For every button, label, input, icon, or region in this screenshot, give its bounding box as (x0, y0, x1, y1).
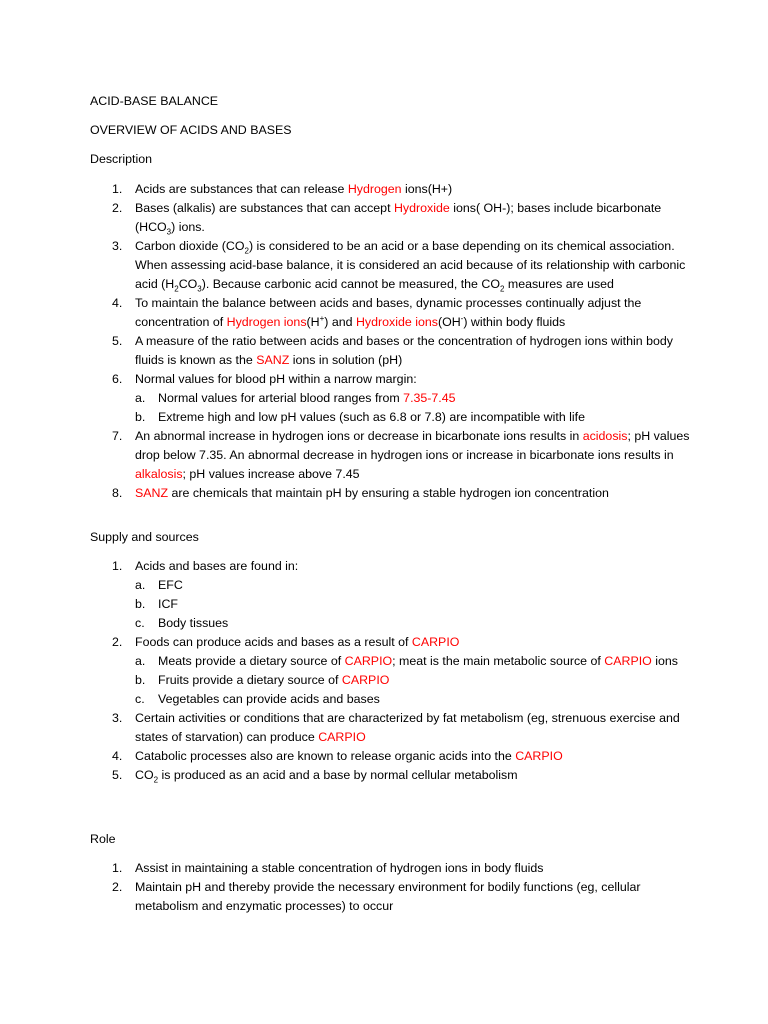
sub-item-letter: b. (135, 597, 146, 611)
sub-list-item (135, 671, 690, 690)
text-run: EFC (158, 578, 183, 592)
highlighted-term: Hydroxide ions (355, 315, 438, 329)
list-item (90, 859, 690, 878)
highlighted-term: SANZ (256, 353, 290, 367)
sub-list-item (135, 652, 690, 671)
chem-script: 2 (174, 284, 179, 294)
item-number: 5. (112, 768, 123, 782)
text-run: Fruits provide a dietary source of (158, 673, 342, 687)
item-number: 2. (112, 635, 123, 649)
sub-list-item (135, 690, 690, 709)
item-number: 7. (112, 429, 123, 443)
list-item (90, 709, 690, 747)
list-item (90, 199, 690, 237)
text-run: Catabolic processes also are known to release organic acids into the (135, 749, 516, 763)
item-text (158, 692, 380, 706)
text-run: Normal values for blood pH within a narrow margin: (135, 372, 417, 386)
sub-list-item (135, 614, 690, 633)
item-text (135, 559, 298, 573)
role-list (90, 859, 690, 916)
text-run: measures are used (504, 277, 614, 291)
text-run: ions (651, 654, 678, 668)
list-item (90, 878, 690, 916)
sub-list-item (135, 595, 690, 614)
text-run: (OH (437, 315, 461, 329)
text-run: ; pH values increase above 7.45 (182, 467, 360, 481)
sub-list-item (135, 408, 690, 427)
document-subtitle: OVERVIEW OF ACIDS AND BASES (90, 123, 292, 137)
chem-script: 2 (499, 284, 505, 294)
text-run: Meats provide a dietary source of (158, 654, 345, 668)
list-item (90, 557, 690, 633)
text-run: Carbon dioxide (CO (135, 239, 245, 253)
text-run: Normal values for arterial blood ranges from (158, 391, 404, 405)
list-item (90, 237, 690, 294)
item-text (135, 486, 609, 500)
item-number: 2. (112, 201, 123, 215)
item-text (135, 372, 417, 386)
list-item (90, 332, 690, 370)
chem-script: + (319, 313, 325, 323)
list-item (90, 370, 690, 427)
text-run: is produced as an acid and a base by normal cellular metabolism (158, 768, 518, 782)
text-run: Maintain pH and thereby provide the necessary environment for bodily functions (eg, cellular metabolism and enzymatic processes) to occur (135, 880, 641, 913)
sub-list (135, 576, 690, 633)
text-run: Acids are substances that can release (135, 182, 348, 196)
text-run: An abnormal increase in hydrogen ions or decrease in bicarbonate ions results in (135, 429, 583, 443)
highlighted-term: 7.35-7.45 (403, 391, 456, 405)
item-text (135, 861, 543, 875)
text-run: Vegetables can provide acids and bases (158, 692, 380, 706)
item-text (135, 711, 680, 744)
item-text (135, 768, 518, 785)
item-number: 3. (112, 711, 123, 725)
item-text (158, 673, 389, 687)
list-item (90, 180, 690, 199)
text-run: Bases (alkalis) are substances that can accept (135, 201, 394, 215)
chem-script: 3 (197, 284, 202, 294)
sub-item-letter: c. (135, 692, 145, 706)
item-number: 4. (112, 296, 123, 310)
text-run: ) ions. (171, 220, 205, 234)
item-number: 1. (112, 861, 123, 875)
section-heading-role: Role (90, 832, 116, 846)
item-number: 2. (112, 880, 123, 894)
text-run: Body tissues (158, 616, 229, 630)
highlighted-term: CARPIO (341, 673, 390, 687)
sub-list-item (135, 389, 690, 408)
text-run: To maintain the balance between acids and bases, dynamic processes continually adjust the concentration of (135, 296, 642, 329)
highlighted-term: CARPIO (604, 654, 652, 668)
text-run: ) and (324, 315, 356, 329)
item-number: 5. (112, 334, 123, 348)
item-text (158, 654, 678, 668)
item-text (158, 391, 456, 405)
sub-item-letter: c. (135, 616, 145, 630)
item-number: 1. (112, 182, 123, 196)
item-text (135, 635, 459, 649)
section-heading-supply: Supply and sources (90, 530, 199, 544)
highlighted-term: CARPIO (411, 635, 460, 649)
item-number: 1. (112, 559, 123, 573)
text-run: ICF (158, 597, 178, 611)
sub-item-letter: b. (135, 673, 146, 687)
text-run: Acids and bases are found in: (135, 559, 299, 573)
highlighted-term: Hydroxide (393, 201, 450, 215)
text-run: ions( OH-); bases include bicarbonate (HCO (135, 201, 662, 234)
text-run: ; pH values drop below 7.35. An abnormal decrease in hydrogen ions or increase in bicarbonate ions results in (135, 429, 690, 462)
item-number: 4. (112, 749, 123, 763)
item-text (135, 239, 686, 294)
chem-script: 3 (166, 227, 172, 237)
text-run: ) is considered to be an acid or a base depending on its chemical association. When assessing acid-base balance, it is considered an acid because of its relationship with carbonic acid (H (135, 239, 686, 291)
text-run: ions(H+) (401, 182, 453, 196)
text-run: CO (178, 277, 198, 291)
list-item (90, 766, 690, 785)
item-text (135, 749, 563, 763)
text-run: ions in solution (pH) (289, 353, 403, 367)
text-run: are chemicals that maintain pH by ensuring a stable hydrogen ion concentration (168, 486, 609, 500)
highlighted-term: CARPIO (515, 749, 563, 763)
text-run: ; meat is the main metabolic source of (392, 654, 605, 668)
text-run: A measure of the ratio between acids and bases or the concentration of hydrogen ions within body fluids is known as the (135, 334, 673, 367)
list-item (90, 484, 690, 503)
highlighted-term: Hydrogen (347, 182, 402, 196)
highlighted-term: CARPIO (318, 730, 366, 744)
section-heading-description: Description (90, 152, 152, 166)
sub-item-letter: b. (135, 410, 146, 424)
text-run: Extreme high and low pH values (such as 6.8 or 7.8) are incompatible with life (158, 410, 585, 424)
supply-list (90, 557, 690, 785)
text-run: CO (135, 768, 154, 782)
text-run: Certain activities or conditions that are characterized by fat metabolism (eg, strenuous exercise and states of starvation) can produce (135, 711, 680, 744)
sub-item-letter: a. (135, 391, 146, 405)
item-text (158, 597, 178, 611)
item-text (135, 880, 641, 913)
description-list (90, 180, 690, 503)
highlighted-term: SANZ (135, 486, 169, 500)
list-item (90, 427, 690, 484)
highlighted-term: alkalosis (135, 467, 183, 481)
item-number: 6. (112, 372, 123, 386)
item-text (135, 182, 452, 196)
item-text (135, 296, 641, 329)
chem-script: 2 (244, 246, 249, 256)
item-number: 3. (112, 239, 123, 253)
list-item (90, 747, 690, 766)
sub-item-letter: a. (135, 578, 146, 592)
text-run: ). Because carbonic acid cannot be measured, the CO (201, 277, 500, 291)
item-text (158, 578, 183, 592)
item-text (158, 616, 228, 630)
sub-list (135, 652, 690, 709)
sub-list (135, 389, 690, 427)
item-text (135, 201, 662, 237)
chem-script: 2 (153, 775, 159, 785)
list-item (90, 294, 690, 332)
text-run: (H (306, 315, 320, 329)
item-text (158, 410, 585, 424)
item-text (135, 334, 673, 367)
highlighted-term: acidosis (582, 429, 628, 443)
text-run: ) within body fluids (463, 315, 566, 329)
highlighted-term: Hydrogen ions (226, 315, 307, 329)
document-title: ACID-BASE BALANCE (90, 94, 219, 108)
highlighted-term: CARPIO (344, 654, 393, 668)
item-number: 8. (112, 486, 123, 500)
chem-script: - (460, 313, 464, 323)
text-run: Assist in maintaining a stable concentration of hydrogen ions in body fluids (135, 861, 544, 875)
item-text (135, 429, 689, 481)
list-item (90, 633, 690, 709)
text-run: Foods can produce acids and bases as a result of (135, 635, 412, 649)
sub-list-item (135, 576, 690, 595)
sub-item-letter: a. (135, 654, 146, 668)
